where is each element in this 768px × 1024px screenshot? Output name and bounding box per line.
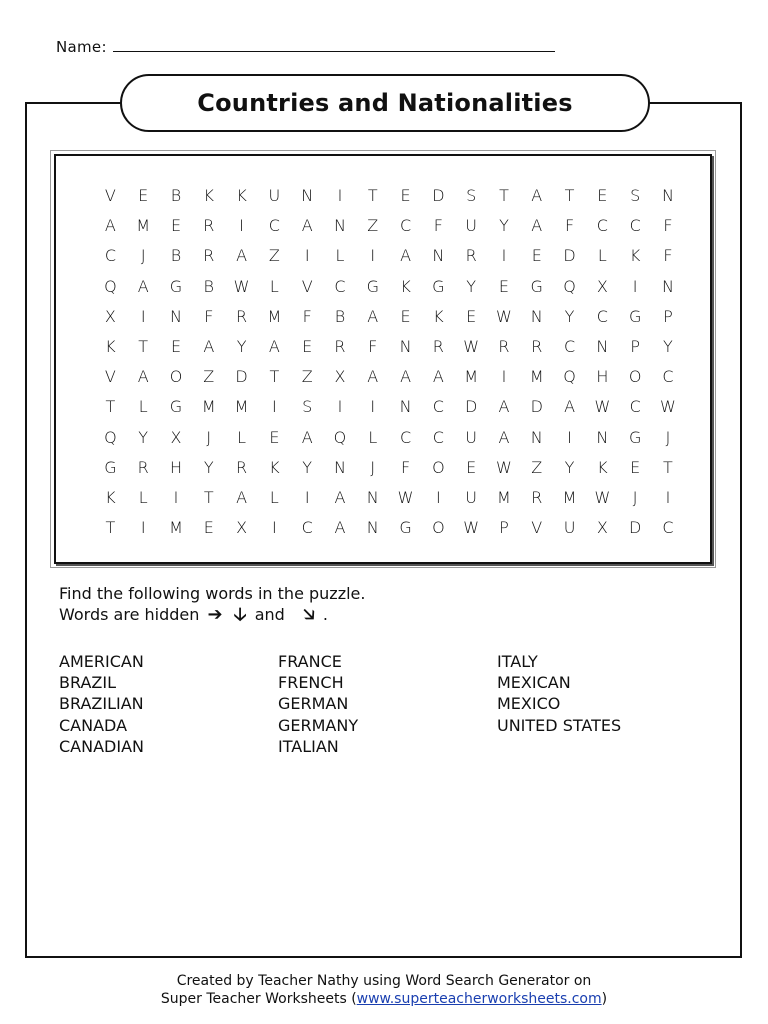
grid-letter: V [301, 276, 313, 296]
grid-letter: N [399, 336, 412, 356]
grid-letter: C [399, 427, 412, 447]
grid-letter: D [628, 518, 642, 538]
grid-letter: W [496, 306, 512, 326]
word-list-item: GERMANY [278, 715, 359, 735]
instructions-period: . [322, 605, 328, 624]
grid-letter: L [368, 427, 378, 447]
grid-letter: M [234, 397, 249, 417]
grid-letter: Y [564, 306, 575, 326]
grid-letter: X [596, 518, 608, 538]
grid-letter: Z [203, 367, 215, 387]
grid-letter: I [140, 306, 146, 326]
grid-letter: E [531, 246, 542, 266]
grid-letter: Z [367, 216, 379, 236]
grid-letter: M [169, 518, 183, 538]
arrow-right-icon: ➔ [207, 604, 223, 625]
word-list-item: FRENCH [278, 673, 344, 693]
grid-letter: L [269, 487, 279, 507]
grid-letter: S [302, 397, 313, 417]
grid-letter: U [465, 427, 478, 447]
grid-letter: R [137, 457, 149, 477]
grid-letter: P [499, 518, 509, 538]
grid-letter: A [564, 397, 576, 417]
grid-letter: F [433, 216, 443, 236]
grid-letter: C [629, 216, 641, 236]
grid-letter: T [203, 487, 214, 507]
grid-letter: U [465, 487, 478, 507]
grid-letter: R [203, 246, 215, 266]
grid-letter: H [169, 457, 182, 477]
grid-letter: L [269, 276, 279, 296]
grid-letter: A [498, 397, 510, 417]
footer-line-1: Created by Teacher Nathy using Word Search Generator on [176, 973, 592, 989]
grid-letter: A [104, 216, 116, 236]
grid-letter: V [104, 186, 116, 205]
grid-letter: I [337, 186, 343, 205]
grid-letter: K [105, 336, 116, 356]
grid-letter: B [334, 306, 346, 326]
grid-letter: J [206, 427, 212, 447]
grid-letter: I [632, 276, 638, 296]
grid-letter: N [170, 306, 182, 326]
grid-letter: Q [563, 276, 576, 296]
grid-letter: D [530, 397, 543, 417]
grid-letter: J [370, 457, 376, 477]
grid-letter: C [662, 367, 674, 387]
grid-letter: U [563, 518, 576, 538]
grid-letter: I [239, 216, 244, 236]
grid-letter: A [268, 336, 280, 356]
grid-letter: C [301, 518, 313, 538]
grid-letter: K [433, 306, 444, 326]
grid-letter: Y [203, 457, 214, 477]
grid-letter: J [665, 427, 671, 447]
grid-letter: W [496, 457, 512, 477]
grid-letter: K [105, 487, 116, 507]
grid-letter: K [400, 276, 411, 296]
grid-letter: I [436, 487, 441, 507]
grid-letter: G [432, 276, 445, 296]
grid-letter: C [104, 246, 116, 266]
grid-letter: E [203, 518, 214, 538]
grid-letter: A [432, 367, 444, 387]
grid-letter: K [203, 186, 215, 205]
grid-letter: I [567, 427, 572, 447]
grid-letter: G [366, 276, 379, 296]
grid-letter: F [663, 246, 673, 266]
grid-letter: P [663, 306, 673, 326]
grid-letter: K [629, 246, 641, 266]
grid-letter: E [170, 336, 182, 356]
word-list-item: AMERICAN [59, 652, 144, 671]
grid-letter: C [432, 427, 444, 447]
grid-letter: X [334, 367, 346, 387]
grid-letter: A [334, 487, 346, 507]
grid-letter: C [399, 216, 412, 236]
grid-letter: N [333, 216, 346, 236]
grid-letter: N [596, 336, 609, 356]
word-list-item: MEXICAN [497, 673, 571, 693]
grid-letter: C [629, 397, 641, 417]
grid-letter: Y [564, 457, 575, 477]
grid-letter: L [237, 427, 247, 447]
grid-letter: A [301, 216, 313, 236]
grid-letter: S [466, 186, 477, 205]
grid-letter: L [335, 246, 345, 266]
grid-letter: B [170, 186, 182, 205]
grid-letter: M [201, 397, 216, 417]
grid-letter: A [498, 427, 510, 447]
grid-letter: A [367, 306, 379, 326]
grid-letter: D [432, 186, 445, 205]
grid-letter: N [399, 397, 412, 417]
grid-letter: W [463, 336, 480, 356]
grid-letter: Y [466, 276, 477, 296]
grid-letter: E [170, 216, 182, 236]
grid-letter: K [597, 457, 608, 477]
word-list-column-1 [59, 651, 144, 757]
grid-letter: R [334, 336, 346, 356]
grid-letter: E [597, 186, 608, 205]
grid-letter: X [104, 306, 116, 326]
grid-letter: E [498, 276, 510, 296]
grid-letter: T [499, 186, 509, 205]
grid-letter: C [334, 276, 346, 296]
grid-letter: I [501, 246, 507, 266]
grid-letter: U [465, 216, 478, 236]
grid-letter: E [630, 457, 641, 477]
grid-letter: I [501, 367, 507, 387]
grid-letter: A [137, 276, 149, 296]
grid-letter: W [594, 397, 611, 417]
grid-letter: W [397, 487, 414, 507]
grid-letter: Y [302, 457, 313, 477]
grid-letter: O [432, 457, 445, 477]
grid-letter: A [400, 367, 412, 387]
grid-letter: C [268, 216, 280, 236]
grid-letter: T [269, 367, 280, 387]
word-list-item: CANADA [59, 715, 128, 735]
grid-letter: Y [138, 427, 149, 447]
grid-letter: C [596, 306, 608, 326]
grid-letter: G [628, 427, 642, 447]
word-list-item: GERMAN [278, 694, 349, 714]
grid-letter: N [366, 487, 379, 507]
grid-letter: E [269, 427, 280, 447]
grid-letter: L [138, 397, 148, 417]
grid-letter: O [628, 367, 642, 387]
grid-letter: I [304, 487, 310, 507]
grid-letter: Z [268, 246, 280, 266]
grid-letter: W [233, 276, 250, 296]
grid-letter: Q [333, 427, 347, 447]
grid-letter: I [370, 397, 376, 417]
grid-letter: N [366, 518, 379, 538]
grid-letter: V [531, 518, 543, 538]
grid-letter: X [236, 518, 248, 538]
grid-letter: N [301, 186, 314, 205]
word-list-item: ITALY [497, 652, 538, 671]
grid-letter: F [204, 306, 214, 326]
grid-letter: L [597, 246, 607, 266]
grid-letter: Z [531, 457, 543, 477]
grid-letter: I [370, 246, 376, 266]
grid-letter: F [302, 306, 312, 326]
grid-letter: N [432, 246, 445, 266]
grid-letter: T [105, 518, 116, 538]
grid-letter: A [531, 186, 543, 205]
word-list-item: BRAZIL [59, 673, 116, 693]
letter-grid [94, 181, 684, 543]
arrow-down-icon: 🡣 [233, 604, 247, 625]
name-field [56, 38, 555, 56]
grid-letter: W [594, 487, 611, 507]
grid-letter: M [136, 216, 151, 236]
grid-letter: I [140, 518, 146, 538]
instructions-prefix: Words are hidden [59, 605, 200, 624]
footer-prefix: Super Teacher Worksheets ( [160, 991, 357, 1007]
grid-letter: F [368, 336, 378, 356]
word-list-column-2 [278, 651, 358, 757]
grid-letter: A [301, 427, 313, 447]
grid-letter: A [334, 518, 346, 538]
word-list-item: ITALIAN [278, 736, 339, 756]
grid-letter: R [465, 246, 477, 266]
grid-letter: A [236, 487, 248, 507]
grid-letter: G [399, 518, 412, 538]
grid-letter: R [531, 336, 543, 356]
grid-letter: M [497, 487, 511, 507]
name-blank-line[interactable] [113, 39, 555, 52]
grid-letter: P [630, 336, 640, 356]
grid-letter: M [464, 367, 479, 387]
grid-letter: L [138, 487, 148, 507]
name-label: Name: [56, 38, 107, 56]
grid-letter: W [660, 397, 676, 417]
word-list-item: UNITED STATES [497, 715, 622, 735]
footer-line-2 [0, 990, 768, 1008]
grid-letter: S [630, 186, 641, 205]
grid-letter: I [304, 246, 310, 266]
grid-letter: H [596, 367, 609, 387]
title-banner [120, 74, 650, 132]
grid-letter: K [269, 457, 280, 477]
grid-letter: Q [563, 367, 576, 387]
grid-letter: F [663, 216, 673, 236]
grid-letter: R [236, 306, 248, 326]
grid-letter: N [596, 427, 609, 447]
grid-letter: E [466, 457, 477, 477]
word-list-item: CANADIAN [59, 736, 144, 756]
grid-letter: M [529, 367, 544, 387]
grid-letter: U [268, 186, 281, 205]
grid-letter: O [432, 518, 445, 538]
grid-letter: E [138, 186, 149, 205]
grid-letter: Q [104, 276, 117, 296]
grid-letter: N [333, 457, 346, 477]
grid-letter: C [596, 216, 608, 236]
grid-letter: E [302, 336, 313, 356]
grid-letter: J [632, 487, 638, 507]
grid-letter: R [531, 487, 543, 507]
grid-letter: J [140, 246, 146, 266]
word-list-item: BRAZILIAN [59, 694, 144, 714]
grid-letter: M [562, 487, 577, 507]
grid-letter: T [663, 457, 673, 477]
grid-letter: A [203, 336, 215, 356]
grid-letter: B [203, 276, 215, 296]
grid-letter: T [138, 336, 149, 356]
grid-letter: E [466, 306, 477, 326]
grid-letter: K [236, 186, 247, 205]
grid-letter: I [272, 397, 277, 417]
grid-letter: A [367, 367, 379, 387]
grid-letter: R [236, 457, 248, 477]
word-list-item: MEXICO [497, 694, 561, 714]
grid-letter: D [235, 367, 248, 387]
grid-letter: I [665, 487, 671, 507]
instructions-line-2 [59, 604, 365, 625]
grid-letter: X [596, 276, 608, 296]
grid-letter: N [661, 276, 674, 296]
instructions-line-1: Find the following words in the puzzle. [59, 584, 366, 603]
arrow-diagonal-icon: 🡦 [303, 604, 315, 625]
instructions-and: and [254, 605, 285, 624]
grid-letter: A [531, 216, 543, 236]
grid-letter: Q [104, 427, 117, 447]
grid-letter: Y [236, 336, 247, 356]
grid-letter: B [170, 246, 182, 266]
grid-letter: A [137, 367, 149, 387]
grid-letter: G [530, 276, 543, 296]
page-title: Countries and Nationalities [197, 89, 573, 117]
grid-letter: M [267, 306, 282, 326]
grid-letter: I [337, 397, 343, 417]
grid-letter: Y [499, 216, 509, 236]
grid-letter: X [170, 427, 182, 447]
grid-letter: N [530, 306, 543, 326]
grid-letter: T [564, 186, 575, 205]
footer-suffix: ) [601, 991, 608, 1007]
grid-letter: G [628, 306, 642, 326]
grid-letter: A [400, 246, 412, 266]
grid-letter: Z [301, 367, 313, 387]
grid-letter: E [400, 186, 411, 205]
grid-letter: O [169, 367, 183, 387]
footer [0, 972, 768, 1008]
grid-letter: R [498, 336, 510, 356]
grid-letter: G [169, 397, 183, 417]
grid-letter: C [432, 397, 444, 417]
grid-letter: N [530, 427, 543, 447]
footer-link[interactable]: www.superteacherworksheets.com [356, 991, 602, 1007]
grid-letter: N [661, 186, 674, 205]
grid-letter: Y [663, 336, 673, 356]
word-list-item: FRANCE [278, 652, 342, 671]
grid-letter: D [465, 397, 478, 417]
grid-letter: A [236, 246, 248, 266]
grid-letter: G [169, 276, 183, 296]
grid-letter: I [173, 487, 179, 507]
grid-letter: R [432, 336, 444, 356]
grid-letter: V [104, 367, 116, 387]
instructions [59, 583, 365, 625]
grid-letter: C [662, 518, 674, 538]
grid-letter: D [563, 246, 576, 266]
grid-letter: G [104, 457, 117, 477]
grid-letter: F [564, 216, 575, 236]
word-list-column-3 [497, 651, 621, 736]
grid-letter: C [563, 336, 576, 356]
grid-letter: R [203, 216, 215, 236]
grid-letter: E [400, 306, 411, 326]
grid-letter: T [367, 186, 378, 205]
grid-letter: T [105, 397, 116, 417]
grid-letter: I [272, 518, 277, 538]
grid-letter: W [463, 518, 480, 538]
grid-letter: F [400, 457, 411, 477]
